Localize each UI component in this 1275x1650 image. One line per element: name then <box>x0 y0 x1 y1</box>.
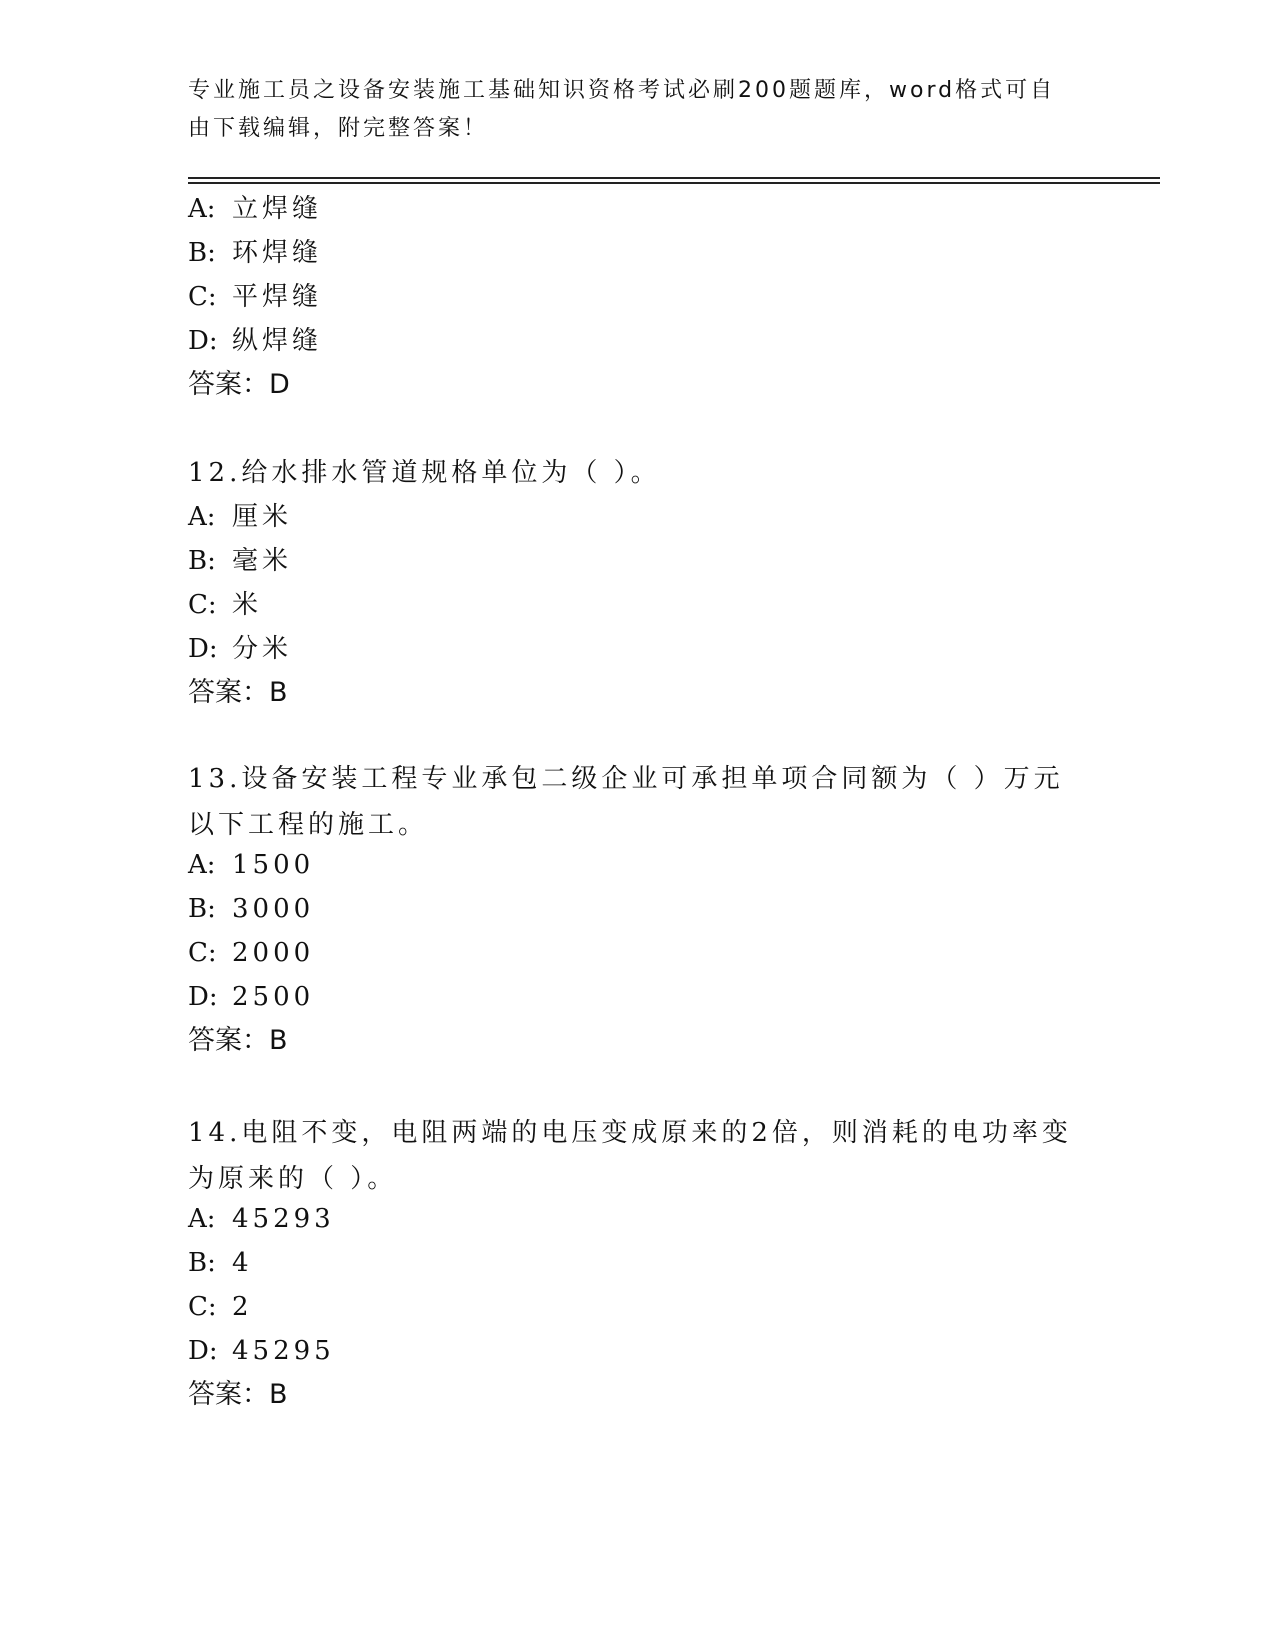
option-text: 环焊缝 <box>232 238 323 268</box>
document-title: 专业施工员之设备安装施工基础知识资格考试必刷200题题库，word格式可自由下载编辑，附完整答案！ <box>188 78 1056 141</box>
answer-value: B <box>269 1379 288 1410</box>
option-label: C: <box>188 590 217 620</box>
option-label: B: <box>188 1248 216 1278</box>
answer-label: 答案： <box>188 369 269 400</box>
option-text: 2 <box>232 1292 253 1322</box>
option-text: 米 <box>232 590 263 620</box>
option-label: B: <box>188 238 216 268</box>
option-label: D: <box>188 982 218 1012</box>
answer-label: 答案： <box>188 1379 269 1410</box>
option-text: 分米 <box>232 634 293 664</box>
answer-label: 答案： <box>188 677 269 708</box>
question-stem: 14.电阻不变，电阻两端的电压变成原来的2倍，则消耗的电功率变为原来的（ ）。 <box>188 1118 1072 1194</box>
option-label: D: <box>188 1336 218 1366</box>
option-text: 平焊缝 <box>232 282 323 312</box>
answer-row <box>188 368 290 402</box>
option-text: 毫米 <box>232 546 293 576</box>
header-divider-top <box>188 177 1160 179</box>
option-row <box>188 632 292 666</box>
option-text: 厘米 <box>232 502 293 532</box>
option-text: 2500 <box>232 982 315 1012</box>
option-label: C: <box>188 1292 217 1322</box>
option-row <box>188 192 322 226</box>
answer-row <box>188 1378 288 1412</box>
option-text: 纵焊缝 <box>232 326 323 356</box>
option-row <box>188 588 262 622</box>
answer-row <box>188 676 288 710</box>
answer-row <box>188 1024 288 1058</box>
option-row <box>188 980 314 1014</box>
question-stem: 13.设备安装工程专业承包二级企业可承担单项合同额为（ ）万元以下工程的施工。 <box>188 764 1064 840</box>
option-label: B: <box>188 546 216 576</box>
option-label: A: <box>188 850 216 880</box>
option-text: 2000 <box>232 938 315 968</box>
option-text: 45293 <box>232 1204 335 1234</box>
option-label: D: <box>188 634 218 664</box>
option-row <box>188 892 314 926</box>
option-row <box>188 1202 335 1236</box>
question-stem: 12.给水排水管道规格单位为（ ）。 <box>188 458 661 488</box>
answer-value: B <box>269 1025 288 1056</box>
option-label: A: <box>188 194 216 224</box>
option-row <box>188 1290 253 1324</box>
option-text: 3000 <box>232 894 315 924</box>
option-text: 45295 <box>232 1336 335 1366</box>
option-row <box>188 1334 335 1368</box>
option-row <box>188 544 292 578</box>
option-text: 4 <box>232 1248 253 1278</box>
option-label: D: <box>188 326 218 356</box>
option-row <box>188 936 314 970</box>
option-label: C: <box>188 938 217 968</box>
answer-label: 答案： <box>188 1025 269 1056</box>
option-row <box>188 1246 253 1280</box>
option-text: 立焊缝 <box>232 194 323 224</box>
option-row <box>188 848 314 882</box>
option-label: A: <box>188 1204 216 1234</box>
header-divider-bottom <box>188 182 1160 184</box>
option-label: C: <box>188 282 217 312</box>
option-text: 1500 <box>232 850 315 880</box>
option-row <box>188 324 322 358</box>
option-label: B: <box>188 894 216 924</box>
option-row <box>188 236 322 270</box>
option-row <box>188 500 292 534</box>
option-row <box>188 280 322 314</box>
answer-value: B <box>269 677 288 708</box>
answer-value: D <box>269 369 290 400</box>
option-label: A: <box>188 502 216 532</box>
